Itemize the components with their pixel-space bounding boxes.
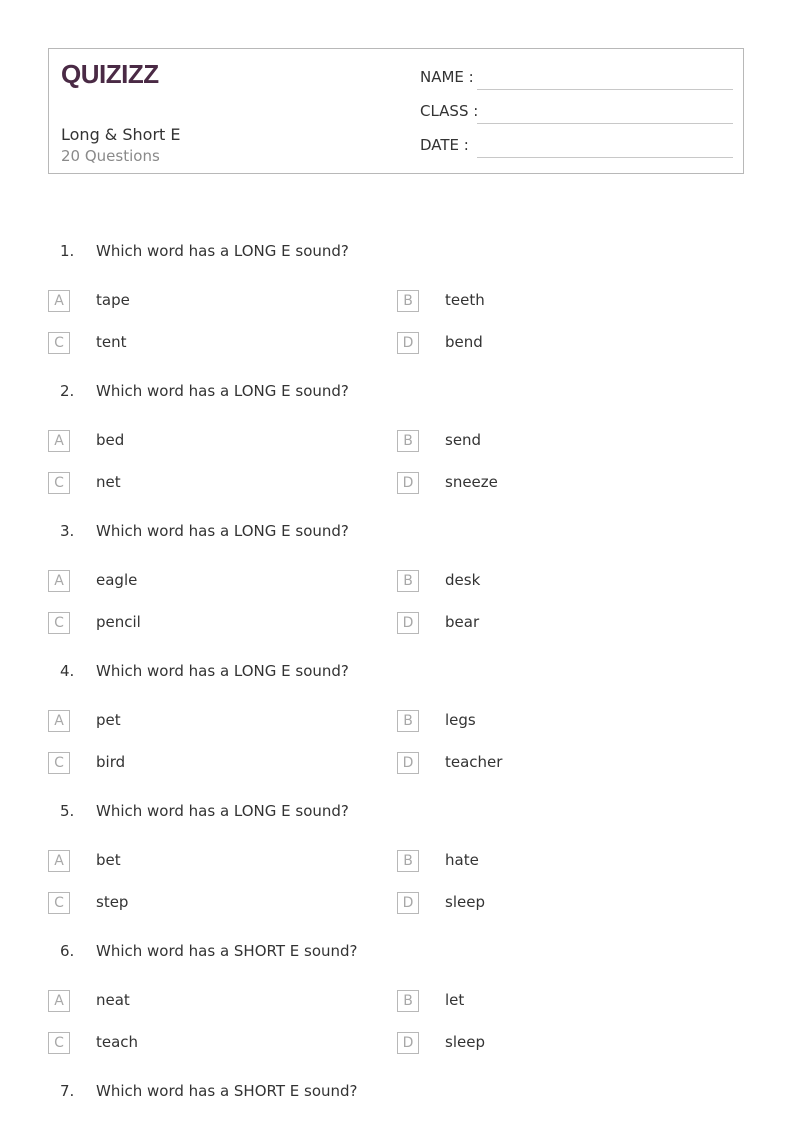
option-text: sneeze	[445, 473, 498, 491]
option-letter-box[interactable]: D	[397, 472, 419, 494]
option-text: bet	[96, 851, 121, 869]
question-number: 4.	[60, 662, 75, 680]
option-text: bed	[96, 431, 125, 449]
option-letter-box[interactable]: B	[397, 430, 419, 452]
question-number: 6.	[60, 942, 75, 960]
option-letter-box[interactable]: A	[48, 990, 70, 1012]
question-number: 3.	[60, 522, 75, 540]
option-letter-box[interactable]: A	[48, 290, 70, 312]
option-text: bird	[96, 753, 126, 771]
option-text: teacher	[445, 753, 503, 771]
question-text: Which word has a LONG E sound?	[96, 802, 349, 820]
option-text: hate	[445, 851, 479, 869]
class-label: CLASS :	[420, 102, 479, 120]
question-number: 5.	[60, 802, 75, 820]
option-letter-box[interactable]: D	[397, 1032, 419, 1054]
option-letter-box[interactable]: A	[48, 850, 70, 872]
question-count: 20 Questions	[61, 147, 160, 165]
option-text: step	[96, 893, 129, 911]
name-label: NAME :	[420, 68, 474, 86]
question-text: Which word has a LONG E sound?	[96, 662, 349, 680]
option-text: pet	[96, 711, 121, 729]
worksheet-title: Long & Short E	[61, 125, 181, 144]
option-letter-box[interactable]: C	[48, 472, 70, 494]
option-letter-box[interactable]: C	[48, 1032, 70, 1054]
class-line[interactable]	[477, 123, 733, 124]
option-letter-box[interactable]: A	[48, 570, 70, 592]
option-text: let	[445, 991, 465, 1009]
option-text: neat	[96, 991, 130, 1009]
date-label: DATE :	[420, 136, 469, 154]
option-letter-box[interactable]: A	[48, 710, 70, 732]
option-text: eagle	[96, 571, 138, 589]
option-letter-box[interactable]: D	[397, 892, 419, 914]
option-text: bend	[445, 333, 483, 351]
option-text: sleep	[445, 893, 485, 911]
option-text: tent	[96, 333, 127, 351]
option-letter-box[interactable]: B	[397, 850, 419, 872]
option-text: teeth	[445, 291, 485, 309]
option-letter-box[interactable]: D	[397, 332, 419, 354]
question-number: 1.	[60, 242, 75, 260]
option-text: teach	[96, 1033, 139, 1051]
question-text: Which word has a LONG E sound?	[96, 382, 349, 400]
quizizz-logo: QUIZIZZ	[61, 59, 159, 89]
option-letter-box[interactable]: B	[397, 990, 419, 1012]
question-text: Which word has a SHORT E sound?	[96, 942, 358, 960]
option-text: sleep	[445, 1033, 485, 1051]
option-letter-box[interactable]: B	[397, 570, 419, 592]
question-text: Which word has a LONG E sound?	[96, 522, 349, 540]
option-letter-box[interactable]: A	[48, 430, 70, 452]
question-number: 7.	[60, 1082, 75, 1100]
option-letter-box[interactable]: C	[48, 892, 70, 914]
option-letter-box[interactable]: B	[397, 710, 419, 732]
worksheet-header	[48, 48, 744, 174]
option-text: bear	[445, 613, 480, 631]
option-text: tape	[96, 291, 130, 309]
date-line[interactable]	[477, 157, 733, 158]
option-letter-box[interactable]: B	[397, 290, 419, 312]
question-text: Which word has a SHORT E sound?	[96, 1082, 358, 1100]
option-text: net	[96, 473, 121, 491]
option-text: send	[445, 431, 482, 449]
question-text: Which word has a LONG E sound?	[96, 242, 349, 260]
option-letter-box[interactable]: C	[48, 752, 70, 774]
option-text: pencil	[96, 613, 141, 631]
option-letter-box[interactable]: D	[397, 612, 419, 634]
question-number: 2.	[60, 382, 75, 400]
name-line[interactable]	[477, 89, 733, 90]
option-letter-box[interactable]: D	[397, 752, 419, 774]
option-letter-box[interactable]: C	[48, 332, 70, 354]
option-text: desk	[445, 571, 481, 589]
option-letter-box[interactable]: C	[48, 612, 70, 634]
option-text: legs	[445, 711, 476, 729]
